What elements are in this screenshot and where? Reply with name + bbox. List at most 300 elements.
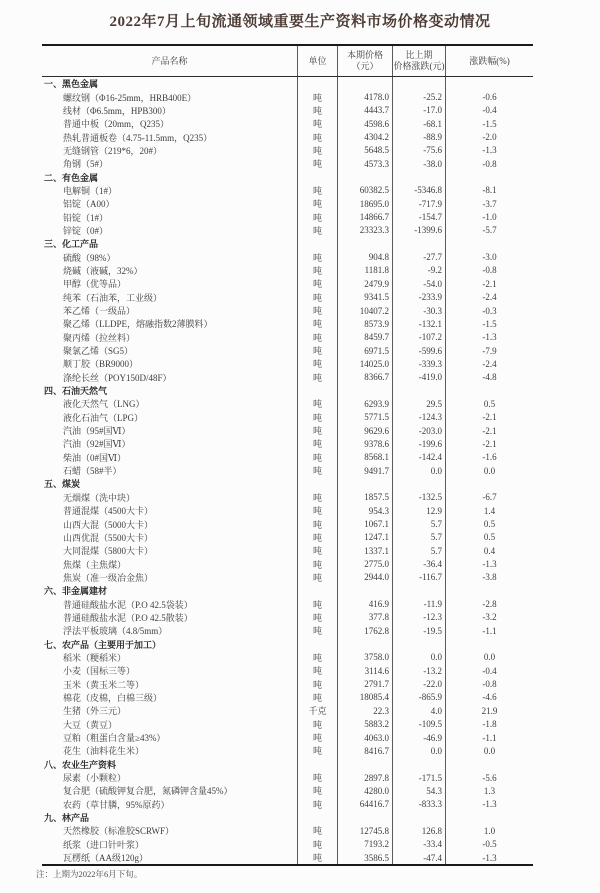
section-row	[42, 758, 533, 771]
change-cell: -154.7	[392, 210, 445, 223]
product-name-cell: 小麦（国标三等）	[63, 666, 136, 677]
pct-cell: -6.7	[445, 491, 533, 504]
pct-cell	[445, 637, 533, 650]
table-row	[42, 397, 533, 410]
table-row	[42, 838, 533, 851]
price-cell: 14025.0	[337, 357, 392, 370]
change-cell: -132.5	[392, 491, 445, 504]
unit-cell	[297, 77, 337, 90]
pct-cell: -1.1	[445, 731, 533, 744]
change-cell: 0.0	[392, 651, 445, 664]
pct-cell	[445, 811, 533, 824]
unit-cell: 吨	[297, 838, 337, 851]
product-name-cell: 大同混煤（5800大卡）	[63, 546, 154, 557]
change-cell: 54.3	[392, 784, 445, 797]
unit-cell: 吨	[297, 117, 337, 130]
unit-cell: 吨	[297, 344, 337, 357]
price-cell: 14866.7	[337, 210, 392, 223]
price-cell: 4598.6	[337, 117, 392, 130]
change-cell: -68.1	[392, 117, 445, 130]
price-cell	[337, 477, 392, 490]
header-unit-label: 单位	[308, 55, 327, 66]
pct-cell: 0.5	[445, 517, 533, 530]
table-row	[42, 464, 533, 477]
product-name-cell: 电解铜（1#）	[63, 185, 118, 196]
pct-cell: -5.7	[445, 224, 533, 237]
product-name-cell: 液化天然气（LNG）	[63, 399, 145, 410]
pct-cell: -2.0	[445, 130, 533, 143]
pct-cell: -1.3	[445, 557, 533, 570]
price-cell: 4280.0	[337, 784, 392, 797]
change-cell	[392, 477, 445, 490]
pct-cell: -0.4	[445, 664, 533, 677]
pct-cell	[445, 477, 533, 490]
unit-cell: 吨	[297, 677, 337, 690]
price-cell: 4304.2	[337, 130, 392, 143]
product-name-cell: 锌锭（0#）	[63, 225, 109, 236]
pct-cell: 0.5	[445, 531, 533, 544]
product-name-cell: 复合肥（硫酸钾复合肥，氮磷钾含量45%）	[63, 786, 233, 797]
change-cell: -13.2	[392, 664, 445, 677]
header-change-line1: 比上期	[405, 50, 433, 60]
section-title: 七、农产品（主要用于加工）	[44, 639, 162, 650]
price-cell: 1247.1	[337, 531, 392, 544]
price-cell: 6293.9	[337, 397, 392, 410]
product-name-cell: 热轧普通板卷（4.75-11.5mm，Q235）	[63, 132, 213, 143]
unit-cell: 吨	[297, 744, 337, 757]
product-name-cell: 山西大混（5000大卡）	[63, 519, 154, 530]
change-cell: -1399.6	[392, 224, 445, 237]
unit-cell: 吨	[297, 731, 337, 744]
table-row	[42, 90, 533, 103]
unit-cell: 吨	[297, 544, 337, 557]
unit-cell	[297, 637, 337, 650]
product-name-cell: 普通硅酸盐水泥（P.O 42.5袋装）	[63, 599, 193, 610]
unit-cell: 吨	[297, 691, 337, 704]
pct-cell: -0.8	[445, 264, 533, 277]
price-cell: 2775.0	[337, 557, 392, 570]
change-cell	[392, 811, 445, 824]
unit-cell: 吨	[297, 357, 337, 370]
change-cell: 29.5	[392, 397, 445, 410]
section-title: 八、农业生产资料	[44, 759, 117, 770]
price-cell: 8416.7	[337, 744, 392, 757]
header-current-price	[337, 46, 392, 76]
change-cell	[392, 237, 445, 250]
change-cell: -33.4	[392, 838, 445, 851]
price-cell: 904.8	[337, 250, 392, 263]
unit-cell: 吨	[297, 824, 337, 837]
pct-cell: 1.3	[445, 784, 533, 797]
product-name-cell: 聚乙烯（LLDPE，熔融指数2薄膜料）	[63, 319, 213, 330]
unit-cell: 吨	[297, 771, 337, 784]
change-cell: -75.6	[392, 144, 445, 157]
price-cell: 377.8	[337, 611, 392, 624]
pct-cell: -7.9	[445, 344, 533, 357]
price-cell: 5771.5	[337, 411, 392, 424]
product-name-cell: 烧碱（液碱，32%）	[63, 265, 143, 276]
price-cell	[337, 384, 392, 397]
footnote: 注：上期为2022年6月下旬。	[36, 869, 143, 879]
unit-cell: 吨	[297, 504, 337, 517]
change-cell: -199.6	[392, 437, 445, 450]
unit-cell: 吨	[297, 90, 337, 103]
unit-cell	[297, 758, 337, 771]
pct-cell: -5.6	[445, 771, 533, 784]
product-name-cell: 硫酸（98%）	[63, 252, 116, 263]
unit-cell: 吨	[297, 184, 337, 197]
price-cell: 5648.5	[337, 144, 392, 157]
table-row	[42, 651, 533, 664]
product-name-cell: 聚丙烯（拉丝料）	[63, 332, 136, 343]
price-cell: 4443.7	[337, 104, 392, 117]
section-title: 二、有色金属	[44, 172, 99, 183]
table-row	[42, 704, 533, 717]
header-price-line2: （元）	[351, 61, 379, 71]
price-cell: 12745.8	[337, 824, 392, 837]
pct-cell: -1.1	[445, 624, 533, 637]
change-cell: -107.2	[392, 331, 445, 344]
table-row	[42, 157, 533, 170]
product-name-cell: 甲醇（优等品）	[63, 279, 127, 290]
change-cell: 5.7	[392, 544, 445, 557]
product-name-cell: 尿素（小颗粒）	[63, 773, 127, 784]
product-name-cell: 汽油（92#国Ⅵ）	[63, 439, 131, 450]
price-cell: 5883.2	[337, 718, 392, 731]
table-row	[42, 798, 533, 811]
header-price-change	[392, 46, 445, 76]
pct-cell: -2.4	[445, 291, 533, 304]
table-row	[42, 531, 533, 544]
page-title: 2022年7月上旬流通领域重要生产资料市场价格变动情况	[109, 14, 491, 30]
unit-cell: 吨	[297, 517, 337, 530]
pct-cell	[445, 237, 533, 250]
unit-cell: 吨	[297, 437, 337, 450]
price-cell: 9491.7	[337, 464, 392, 477]
price-cell: 18085.4	[337, 691, 392, 704]
change-cell: -203.0	[392, 424, 445, 437]
pct-cell: 0.5	[445, 397, 533, 410]
unit-cell: 吨	[297, 597, 337, 610]
pct-cell	[445, 758, 533, 771]
unit-cell: 吨	[297, 277, 337, 290]
price-cell: 8366.7	[337, 371, 392, 384]
table-row	[42, 291, 533, 304]
pct-cell: -2.1	[445, 277, 533, 290]
product-name-cell: 纯苯（石油苯，工业级）	[63, 292, 163, 303]
change-cell: -12.3	[392, 611, 445, 624]
price-cell	[337, 77, 392, 90]
section-row	[42, 237, 533, 250]
change-cell: -11.9	[392, 597, 445, 610]
pct-cell: -1.3	[445, 851, 533, 864]
unit-cell: 吨	[297, 424, 337, 437]
table-body	[42, 77, 533, 864]
price-cell: 1762.8	[337, 624, 392, 637]
pct-cell: 21.9	[445, 704, 533, 717]
change-cell: 4.0	[392, 704, 445, 717]
price-cell: 3758.0	[337, 651, 392, 664]
change-cell: -865.9	[392, 691, 445, 704]
price-cell: 22.3	[337, 704, 392, 717]
change-cell: 0.0	[392, 744, 445, 757]
change-cell: -109.5	[392, 718, 445, 731]
pct-cell: 0.4	[445, 544, 533, 557]
pct-cell: -0.4	[445, 104, 533, 117]
price-cell: 18695.0	[337, 197, 392, 210]
pct-cell: -2.1	[445, 411, 533, 424]
unit-cell: 吨	[297, 197, 337, 210]
unit-cell: 吨	[297, 371, 337, 384]
change-cell: -22.0	[392, 677, 445, 690]
unit-cell: 吨	[297, 531, 337, 544]
table-row	[42, 611, 533, 624]
pct-cell: -4.8	[445, 371, 533, 384]
unit-cell	[297, 811, 337, 824]
change-cell: -9.2	[392, 264, 445, 277]
table-row	[42, 451, 533, 464]
section-row	[42, 584, 533, 597]
table-row	[42, 491, 533, 504]
price-cell: 9341.5	[337, 291, 392, 304]
section-row	[42, 477, 533, 490]
product-name-cell: 普通硅酸盐水泥（P.O 42.5散装）	[63, 612, 193, 623]
product-name-cell: 角钢（5#）	[63, 159, 109, 170]
change-cell: -833.3	[392, 798, 445, 811]
price-cell: 3114.6	[337, 664, 392, 677]
pct-cell: -1.5	[445, 117, 533, 130]
price-cell: 6971.5	[337, 344, 392, 357]
price-cell: 954.3	[337, 504, 392, 517]
product-name-cell: 石蜡（58#半）	[63, 466, 122, 477]
price-cell: 4573.3	[337, 157, 392, 170]
pct-cell: -2.1	[445, 437, 533, 450]
unit-cell: 吨	[297, 491, 337, 504]
change-cell: -599.6	[392, 344, 445, 357]
table-row	[42, 210, 533, 223]
table-row	[42, 851, 533, 864]
pct-cell: 0.0	[445, 651, 533, 664]
price-cell: 2897.8	[337, 771, 392, 784]
product-name-cell: 汽油（95#国Ⅵ）	[63, 426, 131, 437]
unit-cell	[297, 584, 337, 597]
price-cell: 1857.5	[337, 491, 392, 504]
table-row	[42, 411, 533, 424]
price-cell	[337, 170, 392, 183]
table-row	[42, 691, 533, 704]
price-cell	[337, 811, 392, 824]
product-name-cell: 大豆（黄豆）	[63, 719, 118, 730]
unit-cell: 吨	[297, 798, 337, 811]
product-name-cell: 稻米（粳稻米）	[63, 652, 127, 663]
product-name-cell: 纸浆（进口针叶浆）	[63, 839, 145, 850]
unit-cell: 吨	[297, 331, 337, 344]
pct-cell: -4.6	[445, 691, 533, 704]
price-cell: 3586.5	[337, 851, 392, 864]
pct-cell: -1.3	[445, 144, 533, 157]
table-row	[42, 517, 533, 530]
unit-cell: 吨	[297, 718, 337, 731]
unit-cell: 吨	[297, 224, 337, 237]
table-row	[42, 597, 533, 610]
change-cell: 126.8	[392, 824, 445, 837]
table-row	[42, 557, 533, 570]
table-row	[42, 130, 533, 143]
product-name-cell: 豆粕（粗蛋白含量≥43%）	[63, 733, 166, 744]
product-name-cell: 聚氯乙烯（SG5）	[63, 346, 134, 357]
price-cell: 60382.5	[337, 184, 392, 197]
pct-cell: -0.6	[445, 90, 533, 103]
section-title: 四、石油天然气	[44, 386, 108, 397]
table-row	[42, 184, 533, 197]
section-title: 一、黑色金属	[44, 79, 99, 90]
section-title: 三、化工产品	[44, 239, 99, 250]
unit-cell: 吨	[297, 557, 337, 570]
price-cell: 10407.2	[337, 304, 392, 317]
table-row	[42, 197, 533, 210]
unit-cell: 吨	[297, 451, 337, 464]
unit-cell: 吨	[297, 397, 337, 410]
product-name-cell: 焦煤（主焦煤）	[63, 559, 127, 570]
price-cell	[337, 637, 392, 650]
change-cell: -36.4	[392, 557, 445, 570]
product-name-cell: 铝锭（A00）	[63, 199, 115, 210]
header-product-label: 产品名称	[151, 55, 188, 66]
change-cell: -46.9	[392, 731, 445, 744]
table-row	[42, 571, 533, 584]
product-name-cell: 玉米（黄玉米二等）	[63, 679, 145, 690]
change-cell: -116.7	[392, 571, 445, 584]
pct-cell: 1.4	[445, 504, 533, 517]
product-name-cell: 农药（草甘膦，95%原药）	[63, 799, 170, 810]
table-row	[42, 731, 533, 744]
price-cell	[337, 758, 392, 771]
product-name-cell: 普通中板（20mm，Q235）	[63, 119, 170, 130]
price-cell: 9378.6	[337, 437, 392, 450]
table-row	[42, 250, 533, 263]
change-cell: -5346.8	[392, 184, 445, 197]
product-name-cell: 涤纶长丝（POY150D/48F）	[63, 372, 172, 383]
change-cell	[392, 384, 445, 397]
pct-cell: -0.3	[445, 304, 533, 317]
change-cell: -233.9	[392, 291, 445, 304]
pct-cell: 0.0	[445, 744, 533, 757]
change-cell: -124.3	[392, 411, 445, 424]
change-cell: -142.4	[392, 451, 445, 464]
pct-cell: -8.1	[445, 184, 533, 197]
price-cell: 8459.7	[337, 331, 392, 344]
unit-cell: 吨	[297, 144, 337, 157]
unit-cell: 吨	[297, 851, 337, 864]
change-cell: 0.0	[392, 464, 445, 477]
header-product-name	[42, 46, 297, 76]
pct-cell: 1.0	[445, 824, 533, 837]
change-cell: -25.2	[392, 90, 445, 103]
unit-cell: 吨	[297, 157, 337, 170]
change-cell	[392, 758, 445, 771]
section-title: 九、林产品	[44, 813, 90, 824]
table-row	[42, 664, 533, 677]
product-name-cell: 柴油（0#国Ⅵ）	[63, 452, 127, 463]
product-name-cell: 无缝钢管（219*6，20#）	[63, 145, 163, 156]
pct-cell: -2.1	[445, 424, 533, 437]
product-name-cell: 棉花（皮棉，白棉三级）	[63, 692, 163, 703]
table-row	[42, 371, 533, 384]
change-cell	[392, 584, 445, 597]
unit-cell: 吨	[297, 291, 337, 304]
pct-cell: -1.0	[445, 210, 533, 223]
pct-cell: 0.0	[445, 464, 533, 477]
table-row	[42, 677, 533, 690]
unit-cell: 吨	[297, 784, 337, 797]
table-row	[42, 277, 533, 290]
product-name-cell: 浮法平板玻璃（4.8/5mm）	[63, 626, 168, 637]
table-row	[42, 224, 533, 237]
unit-cell	[297, 170, 337, 183]
unit-cell: 吨	[297, 624, 337, 637]
unit-cell	[297, 477, 337, 490]
pct-cell: -1.5	[445, 317, 533, 330]
change-cell: -17.0	[392, 104, 445, 117]
product-name-cell: 瓦楞纸（AA级120g）	[63, 853, 148, 864]
change-cell	[392, 77, 445, 90]
change-cell: 12.9	[392, 504, 445, 517]
product-name-cell: 线材（Φ6.5mm，HPB300）	[63, 105, 171, 116]
pct-cell: -2.4	[445, 357, 533, 370]
section-title: 六、非金属建材	[44, 586, 108, 597]
unit-cell: 吨	[297, 651, 337, 664]
price-cell: 23323.3	[337, 224, 392, 237]
pct-cell: -1.3	[445, 331, 533, 344]
table-row	[42, 424, 533, 437]
change-cell	[392, 170, 445, 183]
change-cell: -19.5	[392, 624, 445, 637]
table-row	[42, 784, 533, 797]
unit-cell: 吨	[297, 264, 337, 277]
product-name-cell: 铅锭（1#）	[63, 212, 109, 223]
pct-cell: -1.3	[445, 798, 533, 811]
unit-cell: 千克	[297, 704, 337, 717]
pct-cell: -0.8	[445, 157, 533, 170]
change-cell	[392, 637, 445, 650]
pct-cell: -0.8	[445, 677, 533, 690]
product-name-cell: 花生（油料花生米）	[63, 746, 145, 757]
table-row	[42, 117, 533, 130]
change-cell: -47.4	[392, 851, 445, 864]
header-change-percent	[445, 46, 533, 76]
table-row	[42, 824, 533, 837]
change-cell: -88.9	[392, 130, 445, 143]
pct-cell: -3.7	[445, 197, 533, 210]
table-row	[42, 104, 533, 117]
table-row	[42, 544, 533, 557]
pct-cell: -3.2	[445, 611, 533, 624]
change-cell: -38.0	[392, 157, 445, 170]
unit-cell: 吨	[297, 250, 337, 263]
change-cell: -27.7	[392, 250, 445, 263]
price-cell: 1067.1	[337, 517, 392, 530]
change-cell: -132.1	[392, 317, 445, 330]
change-cell: -339.3	[392, 357, 445, 370]
price-cell: 8573.9	[337, 317, 392, 330]
price-cell: 9629.6	[337, 424, 392, 437]
price-cell: 4178.0	[337, 90, 392, 103]
section-title: 五、煤炭	[44, 479, 81, 490]
pct-cell	[445, 584, 533, 597]
table-row	[42, 437, 533, 450]
section-row	[42, 811, 533, 824]
unit-cell: 吨	[297, 210, 337, 223]
